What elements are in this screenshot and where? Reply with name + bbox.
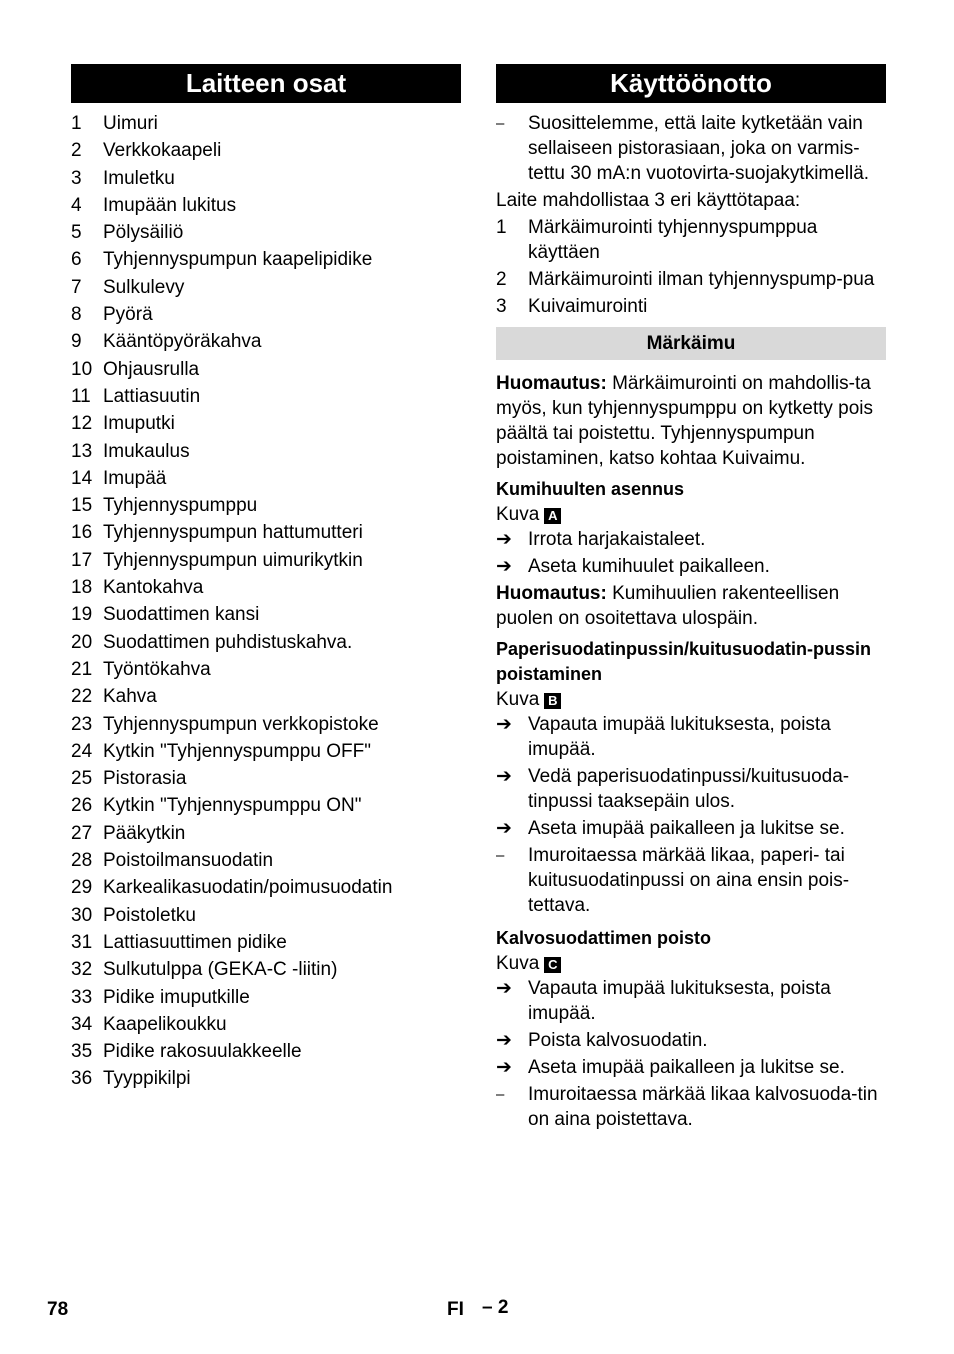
item-text: Imukaulus (103, 440, 190, 462)
item-text: Märkäimurointi tyhjennyspumppua käyttäen (528, 217, 818, 263)
part-item (71, 220, 461, 245)
item-text: Uimuri (103, 113, 158, 134)
item-text: Pääkytkin (103, 822, 186, 844)
note-text: Kumihuulien rakenteellisen puolen on osoitettava ulospäin. (496, 583, 840, 629)
mode-item (496, 215, 886, 265)
page-sub-number: – 2 (482, 1297, 509, 1318)
part-item (71, 1012, 461, 1037)
step-item (496, 764, 886, 814)
list-marker: 1 (496, 217, 507, 238)
list-marker: ➔ (496, 1030, 512, 1051)
item-text: Imupään lukitus (103, 194, 237, 216)
part-item (71, 630, 461, 655)
part-item (71, 329, 461, 354)
part-item (71, 985, 461, 1010)
item-number: 29 (71, 877, 93, 899)
item-number: 35 (71, 1041, 93, 1063)
part-item (71, 466, 461, 491)
part-item (71, 602, 461, 627)
part-item (71, 875, 461, 900)
step-item (496, 712, 886, 762)
list-marker: ➔ (496, 1057, 512, 1078)
part-item (71, 739, 461, 764)
safety-dash-item (496, 111, 886, 186)
item-number: 9 (71, 331, 82, 353)
rubber-lips-steps (496, 527, 886, 579)
item-number: 2 (71, 140, 82, 162)
item-text: Kytkin "Tyhjennyspumppu OFF" (103, 740, 371, 762)
heading-paper-filter: Paperisuodatinpussin/kuitusuodatin-pussin poistaminen (496, 639, 872, 684)
section-title-commissioning: Käyttöönotto (496, 64, 886, 103)
list-marker: 3 (496, 296, 507, 317)
item-number: 33 (71, 986, 93, 1008)
item-text: Vapauta imupää lukituksesta, poista imupää. (528, 978, 831, 1024)
item-number: 32 (71, 959, 93, 981)
item-text: Tyhjennyspumpun hattumutteri (103, 522, 363, 544)
item-number: 23 (71, 713, 93, 735)
part-item (71, 1039, 461, 1064)
list-marker: ➔ (496, 556, 512, 577)
item-text: Irrota harjakaistaleet. (528, 529, 706, 550)
item-text: Lattiasuutin (103, 385, 201, 407)
item-number: 8 (71, 304, 82, 326)
item-text: Pidike rakosuulakkeelle (103, 1041, 302, 1063)
mode-item (496, 294, 886, 319)
item-text: Aseta kumihuulet paikalleen. (528, 556, 770, 577)
item-text: Tyhjennyspumppu (103, 495, 258, 517)
item-number: 24 (71, 740, 93, 762)
item-number: 16 (71, 522, 93, 544)
part-item (71, 193, 461, 218)
item-number: 22 (71, 686, 93, 708)
item-number: 10 (71, 358, 93, 380)
step-item (496, 527, 886, 552)
page-number: 78 (47, 1299, 69, 1320)
item-text: Pidike imuputkille (103, 986, 250, 1008)
part-item (71, 1066, 461, 1091)
item-text: Työntökahva (103, 658, 211, 680)
item-text: Vedä paperisuodatinpussi/kuitusuoda-tinpussi taaksepäin ulos. (528, 766, 850, 812)
membrane-filter-steps (496, 976, 886, 1080)
modes-intro: Laite mahdollistaa 3 eri käyttötapaa: (496, 190, 801, 211)
item-text: Poistoletku (103, 904, 196, 926)
item-number: 36 (71, 1068, 93, 1090)
step-item (496, 1055, 886, 1080)
paper-filter-dash-item (496, 843, 886, 918)
item-number: 4 (71, 194, 82, 216)
heading-membrane-filter: Kalvosuodattimen poisto (496, 928, 712, 948)
item-number: 31 (71, 931, 93, 953)
dash-mark: – (496, 115, 505, 132)
part-item (71, 111, 461, 136)
figure-ref-c (496, 951, 886, 976)
item-text: Suodattimen puhdistuskahva. (103, 631, 353, 653)
item-number: 19 (71, 604, 93, 626)
item-text: Ohjausrulla (103, 358, 200, 380)
part-item (71, 657, 461, 682)
list-marker: ➔ (496, 766, 512, 787)
item-text: Aseta imupää paikalleen ja lukitse se. (528, 818, 845, 839)
item-number: 17 (71, 549, 93, 571)
figure-a-badge: A (544, 508, 561, 524)
item-number: 30 (71, 904, 93, 926)
part-item (71, 384, 461, 409)
part-item (71, 247, 461, 272)
item-number: 27 (71, 822, 93, 844)
item-number: 13 (71, 440, 93, 462)
item-text: Kytkin "Tyhjennyspumppu ON" (103, 795, 362, 817)
item-text: Pistorasia (103, 768, 187, 790)
item-text: Pölysäiliö (103, 222, 184, 244)
part-item (71, 957, 461, 982)
note-label: Huomautus: (496, 373, 607, 394)
part-item (71, 166, 461, 191)
item-text: Imuletku (103, 167, 175, 189)
item-text: Pyörä (103, 304, 153, 326)
item-text: Tyyppikilpi (103, 1068, 191, 1090)
item-text: Verkkokaapeli (103, 140, 222, 162)
parts-list (71, 111, 461, 1091)
item-number: 20 (71, 631, 93, 653)
item-text: Imuputki (103, 413, 175, 435)
item-number: 26 (71, 795, 93, 817)
part-item (71, 411, 461, 436)
item-text: Vapauta imupää lukituksesta, poista imupää. (528, 714, 831, 760)
paper-filter-steps (496, 712, 886, 841)
list-marker: ➔ (496, 714, 512, 735)
item-number: 25 (71, 768, 93, 790)
item-number: 28 (71, 850, 93, 872)
left-column (71, 64, 461, 1094)
list-marker: ➔ (496, 818, 512, 839)
dash-mark: – (496, 847, 505, 864)
list-marker: 2 (496, 269, 507, 290)
item-text: Tyhjennyspumpun verkkopistoke (103, 713, 379, 735)
item-number: 14 (71, 467, 93, 489)
part-item (71, 712, 461, 737)
part-item (71, 548, 461, 573)
language-code: FI (447, 1299, 464, 1320)
item-number: 6 (71, 249, 82, 271)
figure-label: Kuva (496, 504, 540, 525)
item-text: Kääntöpyöräkahva (103, 331, 262, 353)
modes-list (496, 215, 886, 319)
item-number: 18 (71, 577, 93, 599)
membrane-filter-dash-text: Imuroitaessa märkää likaa kalvosuoda-tin on aina poistettava. (528, 1084, 878, 1130)
part-item (71, 493, 461, 518)
part-item (71, 520, 461, 545)
list-marker: ➔ (496, 978, 512, 999)
step-item (496, 1028, 886, 1053)
figure-ref-a (496, 502, 886, 527)
part-item (71, 275, 461, 300)
item-text: Sulkulevy (103, 276, 185, 298)
list-marker: ➔ (496, 529, 512, 550)
item-text: Suodattimen kansi (103, 604, 260, 626)
mode-item (496, 267, 886, 292)
item-number: 11 (71, 385, 91, 407)
item-text: Sulkutulppa (GEKA-C -liitin) (103, 959, 338, 981)
figure-label: Kuva (496, 953, 540, 974)
item-text: Kantokahva (103, 577, 204, 599)
item-number: 21 (71, 658, 93, 680)
part-item (71, 684, 461, 709)
step-item (496, 976, 886, 1026)
item-text: Poistoilmansuodatin (103, 850, 274, 872)
safety-text: Suosittelemme, että laite kytketään vain sellaiseen pistorasiaan, joka on varmis-tettu 30 mA:n vuotovirta-suojakytkimellä. (528, 113, 870, 184)
note-rubber-lips (496, 581, 886, 631)
note-text: Märkäimurointi on mahdollis-ta myös, kun tyhjennyspumppu on kytketty pois päältä tai poistettu. Tyhjennyspumpun poistaminen, katso kohtaa Kuivaimu. (496, 373, 874, 469)
figure-label: Kuva (496, 689, 540, 710)
paper-filter-dash-text: Imuroitaessa märkää likaa, paperi- tai kuitusuodatinpussi on aina ensin pois-tettava. (528, 845, 850, 916)
item-text: Aseta imupää paikalleen ja lukitse se. (528, 1057, 845, 1078)
item-text: Imupää (103, 467, 167, 489)
item-number: 7 (71, 276, 82, 298)
item-text: Kuivaimurointi (528, 296, 648, 317)
step-item (496, 554, 886, 579)
figure-b-badge: B (544, 693, 561, 709)
part-item (71, 821, 461, 846)
part-item (71, 357, 461, 382)
item-text: Tyhjennyspumpun uimurikytkin (103, 549, 363, 571)
item-number: 1 (71, 113, 82, 134)
item-text: Karkealikasuodatin/poimusuodatin (103, 877, 393, 899)
item-number: 5 (71, 222, 82, 244)
dash-mark: – (496, 1086, 505, 1103)
item-text: Poista kalvosuodatin. (528, 1030, 708, 1051)
item-text: Kahva (103, 686, 157, 708)
item-number: 12 (71, 413, 93, 435)
membrane-filter-dash-item (496, 1082, 886, 1132)
subsection-title-wet: Märkäimu (496, 327, 886, 360)
part-item (71, 848, 461, 873)
step-item (496, 816, 886, 841)
part-item (71, 793, 461, 818)
part-item (71, 930, 461, 955)
heading-rubber-lips: Kumihuulten asennus (496, 479, 685, 499)
item-text: Lattiasuuttimen pidike (103, 931, 287, 953)
part-item (71, 903, 461, 928)
right-column (496, 64, 886, 1134)
item-number: 3 (71, 167, 82, 189)
part-item (71, 439, 461, 464)
section-title-parts: Laitteen osat (71, 64, 461, 103)
item-number: 34 (71, 1013, 93, 1035)
item-text: Märkäimurointi ilman tyhjennyspump-pua (528, 269, 875, 290)
part-item (71, 138, 461, 163)
part-item (71, 302, 461, 327)
part-item (71, 766, 461, 791)
note-wet-vacuum (496, 371, 886, 471)
part-item (71, 575, 461, 600)
figure-ref-b (496, 687, 886, 712)
note-label: Huomautus: (496, 583, 607, 604)
figure-c-badge: C (544, 957, 561, 973)
item-text: Kaapelikoukku (103, 1013, 227, 1035)
item-number: 15 (71, 495, 93, 517)
item-text: Tyhjennyspumpun kaapelipidike (103, 249, 373, 271)
